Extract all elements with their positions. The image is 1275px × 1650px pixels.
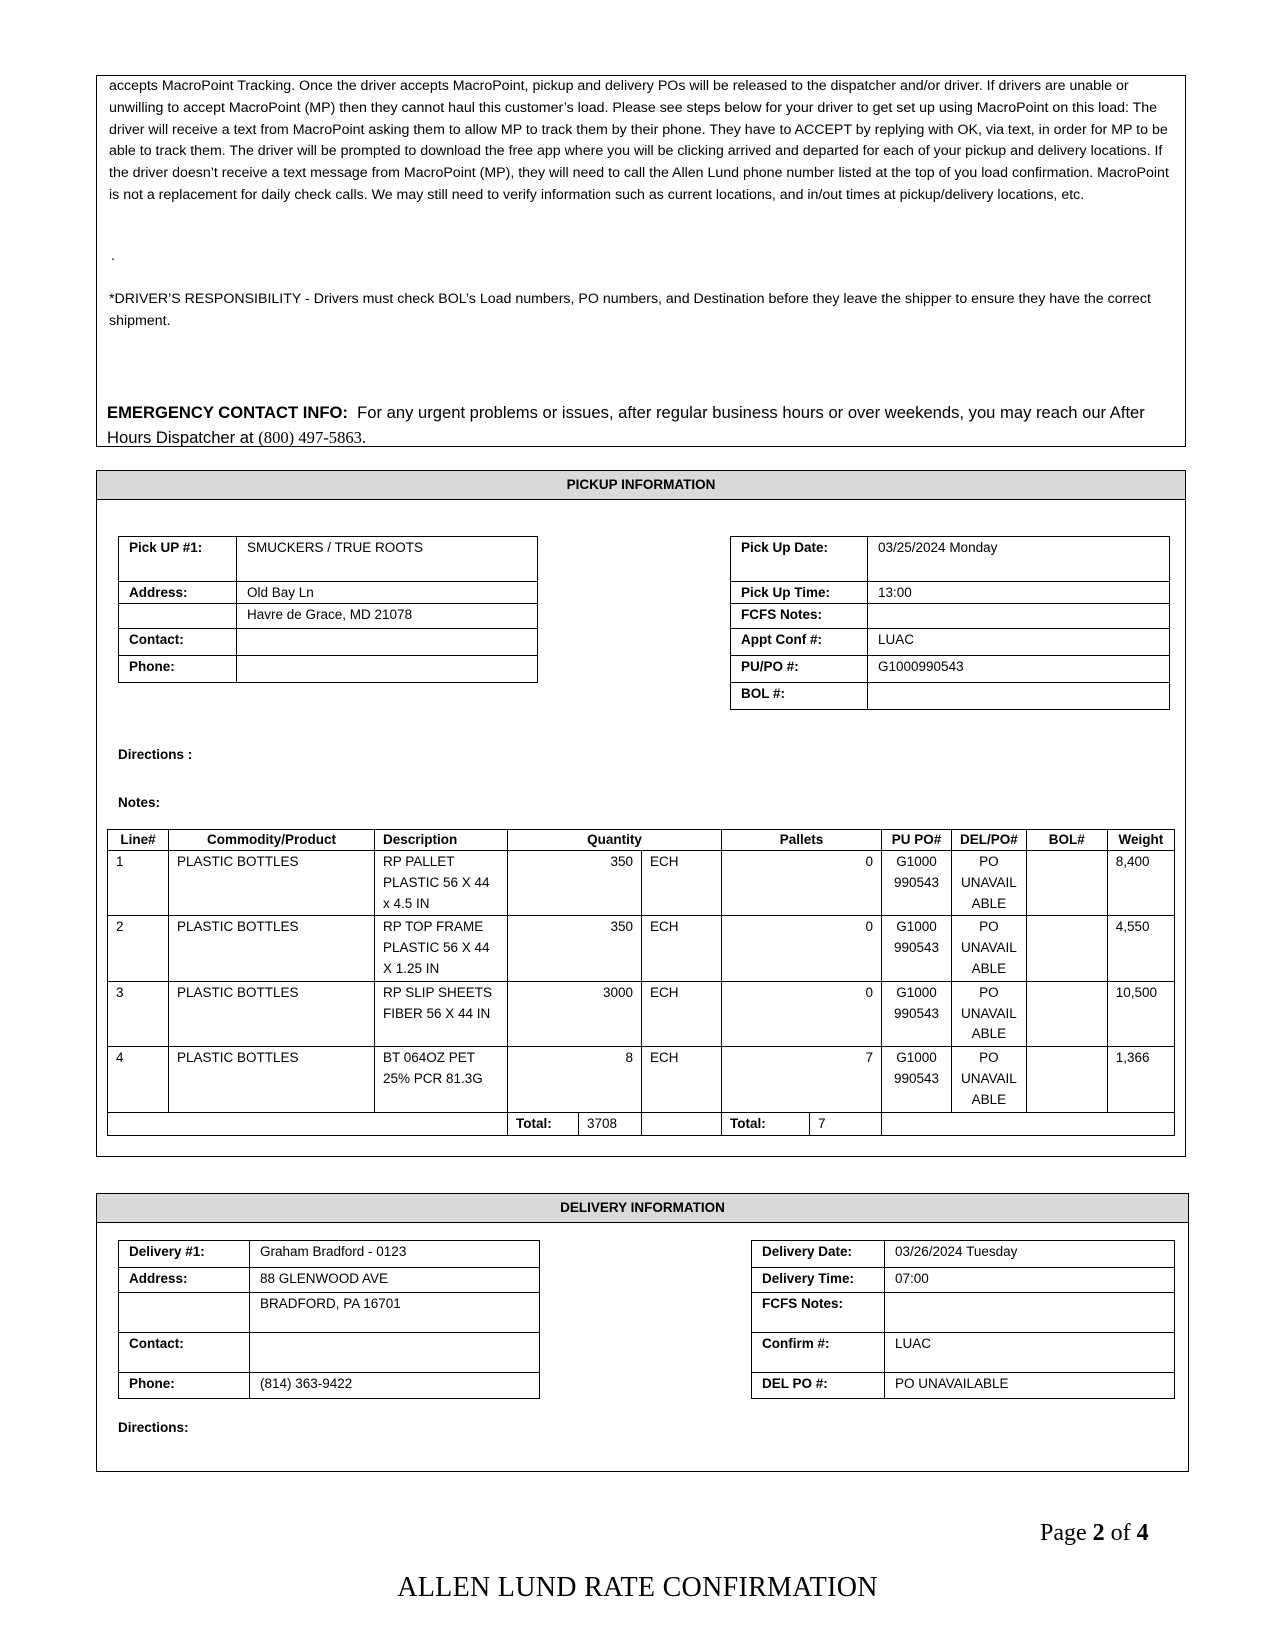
col-pallets: Pallets [722, 830, 882, 851]
pickup-time-value: 13:00 [868, 582, 1170, 604]
cell-line: ABLE [971, 895, 1007, 911]
col-commodity: Commodity/Product [169, 830, 375, 851]
cell-line: UNAVAIL [960, 1070, 1017, 1086]
pu-po [882, 1047, 952, 1112]
pickup-phone-label: Phone: [119, 656, 237, 683]
pickup-bol-value [868, 683, 1170, 710]
cell-line: 990543 [893, 1070, 940, 1086]
table-row [108, 1047, 1175, 1112]
quantity: 3000 [508, 981, 642, 1046]
total-qty-blank [642, 1112, 722, 1136]
cell-line: UNAVAIL [960, 1005, 1017, 1021]
delivery-fcfs-value [885, 1293, 1175, 1333]
pickup-contact-value [237, 629, 538, 656]
commodity-header-row [108, 830, 1175, 851]
unit: ECH [642, 1047, 722, 1112]
pallets: 7 [722, 1047, 882, 1112]
cell-line: RP TOP FRAME [383, 919, 484, 935]
pickup-fcfs-value [868, 604, 1170, 629]
del-po [952, 916, 1027, 981]
pickup-appt-value: LUAC [868, 629, 1170, 656]
pickup-address-line1: Old Bay Ln [237, 582, 538, 604]
pickup-location-table [118, 536, 538, 683]
commodity: PLASTIC BOTTLES [169, 1047, 375, 1112]
table-row [108, 981, 1175, 1046]
pickup-appt-label: Appt Conf #: [731, 629, 868, 656]
commodity-rows [108, 851, 1175, 1113]
pickup-bol-label: BOL #: [731, 683, 868, 710]
col-del-po: DEL/PO# [952, 830, 1027, 851]
delivery-fcfs-label: FCFS Notes: [752, 1293, 885, 1333]
cell-line: UNAVAIL [960, 940, 1017, 956]
col-pu-po: PU PO# [882, 830, 952, 851]
description [375, 1047, 508, 1112]
del-po [952, 851, 1027, 916]
cell-line: PO [979, 984, 999, 1000]
macropoint-info-box [96, 75, 1186, 447]
emergency-end: . [361, 428, 367, 447]
cell-line: x 4.5 IN [383, 895, 430, 911]
pickup-number-value: SMUCKERS / TRUE ROOTS [237, 537, 538, 582]
driver-responsibility-text: *DRIVER’S RESPONSIBILITY - Drivers must check BOL’s Load numbers, PO numbers, and Destination before they leave the shipper to ensure they have the correct shipment. [109, 291, 1151, 329]
pickup-pupo-value: G1000990543 [868, 656, 1170, 683]
total-pallets-label: Total: [722, 1112, 810, 1136]
delivery-confirm-value: LUAC [885, 1333, 1175, 1373]
delivery-date-value: 03/26/2024 Tuesday [885, 1241, 1175, 1268]
quantity: 350 [508, 851, 642, 916]
description [375, 981, 508, 1046]
cell-line: G1000 [896, 1050, 937, 1066]
document-title: ALLEN LUND RATE CONFIRMATION [397, 1572, 878, 1603]
weight: 4,550 [1107, 916, 1174, 981]
weight: 10,500 [1107, 981, 1174, 1046]
delivery-time-value: 07:00 [885, 1268, 1175, 1293]
pallets: 0 [722, 916, 882, 981]
pickup-time-label: Pick Up Time: [731, 582, 868, 604]
line-number: 3 [108, 981, 169, 1046]
commodity: PLASTIC BOTTLES [169, 981, 375, 1046]
pickup-date-value: 03/25/2024 Monday [868, 537, 1170, 582]
delivery-delpo-label: DEL PO #: [752, 1373, 885, 1399]
emergency-text: For any urgent problems or issues, after regular business hours or over weekends, you may reach our After Hours Dispatcher at [107, 403, 1145, 447]
page-total: 4 [1136, 1520, 1149, 1546]
pickup-notes-label: Notes: [118, 795, 161, 810]
emergency-contact-info [107, 400, 1169, 450]
cell-line: 990543 [893, 1005, 940, 1021]
delivery-phone-label: Phone: [119, 1373, 250, 1399]
cell-line: ABLE [971, 1026, 1007, 1042]
pickup-contact-label: Contact: [119, 629, 237, 656]
description [375, 916, 508, 981]
col-description: Description [375, 830, 508, 851]
total-qty-label: Total: [508, 1112, 579, 1136]
cell-line: 990543 [893, 940, 940, 956]
page-current: 2 [1092, 1520, 1105, 1546]
delivery-phone-value: (814) 363-9422 [250, 1373, 540, 1399]
commodity-table [107, 829, 1175, 1136]
total-pallets-value: 7 [810, 1112, 882, 1136]
description [375, 851, 508, 916]
delivery-number-value: Graham Bradford - 0123 [250, 1241, 540, 1268]
cell-line: PO [979, 1050, 999, 1066]
line-number: 2 [108, 916, 169, 981]
separator-dot: . [111, 248, 115, 264]
pickup-fcfs-label: FCFS Notes: [731, 604, 868, 629]
col-line: Line# [108, 830, 169, 851]
cell-line: PLASTIC 56 X 44 [383, 940, 490, 956]
cell-line: 990543 [893, 874, 940, 890]
cell-line: RP PALLET [383, 854, 455, 869]
delivery-address-line2: BRADFORD, PA 16701 [250, 1293, 540, 1333]
pu-po [882, 981, 952, 1046]
emergency-phone: (800) 497-5863 [258, 428, 362, 447]
delivery-address-blank [119, 1293, 250, 1333]
page-of: of [1110, 1520, 1131, 1546]
delivery-directions-label: Directions: [118, 1420, 189, 1435]
pickup-date-label: Pick Up Date: [731, 537, 868, 582]
cell-line: FIBER 56 X 44 IN [383, 1005, 491, 1021]
delivery-delpo-value: PO UNAVAILABLE [885, 1373, 1175, 1399]
pickup-schedule-table [730, 536, 1170, 710]
delivery-address-label: Address: [119, 1268, 250, 1293]
delivery-date-label: Delivery Date: [752, 1241, 885, 1268]
page-prefix: Page [1040, 1520, 1087, 1546]
pickup-header: PICKUP INFORMATION [97, 471, 1185, 500]
cell-line: 25% PCR 81.3G [383, 1070, 483, 1086]
page-number [1040, 1520, 1149, 1547]
pickup-phone-value [237, 656, 538, 683]
delivery-confirm-label: Confirm #: [752, 1333, 885, 1373]
pickup-address-label: Address: [119, 582, 237, 604]
cell-line: G1000 [896, 919, 937, 935]
cell-line: UNAVAIL [960, 874, 1017, 890]
bol [1026, 981, 1107, 1046]
macropoint-instructions: accepts MacroPoint Tracking. Once the driver accepts MacroPoint, pickup and delivery POs will be released to the dispatcher and/or driver. If drivers are unable or unwilling to accept MacroPoint (MP) then they cannot haul this customer’s load. Please see steps below for your driver to get set up using MacroPoint on this load: The driver will receive a text from MacroPoint asking them to allow MP to track them by their phone. They have to ACCEPT by replying with OK, via text, in order for MP to be able to track them. The driver will be prompted to download the free app where you will be clicking arrived and departed for each of your pickup and delivery locations. If the driver doesn’t receive a text message from MacroPoint (MP), they will need to call the Allen Lund phone number listed at the top of you load confirmation. MacroPoint is not a replacement for daily check calls. We may still need to verify information such as current locations, and in/out times at pickup/delivery locations, etc. [109, 78, 1169, 203]
total-trailing-blank [882, 1112, 1175, 1136]
weight: 1,366 [1107, 1047, 1174, 1112]
delivery-schedule-table [751, 1240, 1175, 1399]
pickup-section [96, 470, 1186, 1157]
unit: ECH [642, 851, 722, 916]
cell-line: PLASTIC 56 X 44 [383, 874, 490, 890]
delivery-address-line1: 88 GLENWOOD AVE [250, 1268, 540, 1293]
pickup-address-line2: Havre de Grace, MD 21078 [237, 604, 538, 629]
bol [1026, 916, 1107, 981]
quantity: 8 [508, 1047, 642, 1112]
total-spacer [108, 1112, 508, 1136]
bol [1026, 851, 1107, 916]
delivery-contact-label: Contact: [119, 1333, 250, 1373]
commodity: PLASTIC BOTTLES [169, 851, 375, 916]
pickup-directions-label: Directions : [118, 747, 193, 762]
bol [1026, 1047, 1107, 1112]
cell-line: BT 064OZ PET [383, 1050, 476, 1066]
delivery-location-table [118, 1240, 540, 1399]
delivery-header: DELIVERY INFORMATION [97, 1194, 1188, 1223]
pallets: 0 [722, 981, 882, 1046]
delivery-contact-value [250, 1333, 540, 1373]
commodity: PLASTIC BOTTLES [169, 916, 375, 981]
cell-line: RP SLIP SHEETS [383, 984, 493, 1000]
delivery-section [96, 1193, 1189, 1472]
line-number: 1 [108, 851, 169, 916]
pickup-pupo-label: PU/PO #: [731, 656, 868, 683]
col-weight: Weight [1107, 830, 1174, 851]
delivery-time-label: Delivery Time: [752, 1268, 885, 1293]
cell-line: ABLE [971, 960, 1007, 976]
pickup-number-label: Pick UP #1: [119, 537, 237, 582]
delivery-number-label: Delivery #1: [119, 1241, 250, 1268]
col-quantity: Quantity [508, 830, 722, 851]
line-number: 4 [108, 1047, 169, 1112]
cell-line: PO [979, 854, 999, 869]
cell-line: X 1.25 IN [383, 960, 440, 976]
unit: ECH [642, 916, 722, 981]
col-bol: BOL# [1026, 830, 1107, 851]
pallets: 0 [722, 851, 882, 916]
quantity: 350 [508, 916, 642, 981]
table-row [108, 851, 1175, 916]
emergency-label: EMERGENCY CONTACT INFO: [107, 403, 348, 422]
table-row [108, 916, 1175, 981]
weight: 8,400 [1107, 851, 1174, 916]
cell-line: PO [979, 919, 999, 935]
pickup-address-blank [119, 604, 237, 629]
cell-line: G1000 [896, 854, 937, 869]
pu-po [882, 851, 952, 916]
del-po [952, 981, 1027, 1046]
unit: ECH [642, 981, 722, 1046]
pu-po [882, 916, 952, 981]
del-po [952, 1047, 1027, 1112]
total-qty-value: 3708 [579, 1112, 642, 1136]
cell-line: G1000 [896, 984, 937, 1000]
cell-line: ABLE [971, 1091, 1007, 1107]
commodity-total-row [108, 1112, 1175, 1136]
